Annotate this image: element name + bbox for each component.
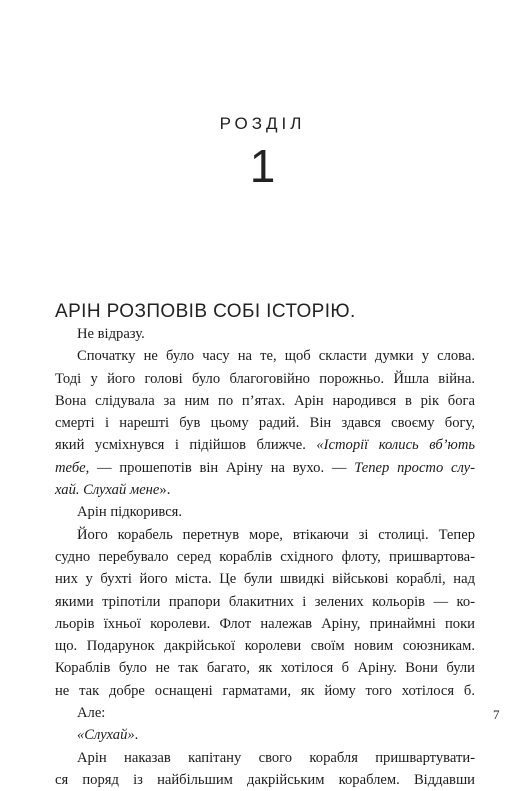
page-number: 7 — [493, 707, 500, 722]
text-line: хай. Слухай мене». — [55, 482, 171, 499]
text-line: них у бухті його міста. Це були швидкі військові кораблі, над — [55, 571, 475, 588]
text-line: що. Подарунок дакрійської королеви своїм новим союзникам. — [55, 638, 475, 655]
text-line: Арін наказав капітану свого корабля пришвартувати- — [77, 749, 475, 766]
text-line: ся поряд із найбільшим дакрійським кораблем. Віддавши — [55, 771, 475, 788]
text-line: якими тріпотіли прапори блакитних і зелених кольорів — ко- — [55, 593, 475, 610]
text-line: Тоді у його голові було благоговійно порожньо. Йшла війна. — [55, 370, 475, 387]
text-line: Кораблів було не так багато, як хотілося б Аріну. Вони були — [55, 660, 475, 677]
text-line: смерті і нарешті був цьому радий. Він здався своєму богу, — [55, 415, 475, 432]
text-line: Арін підкорився. — [77, 504, 183, 521]
chapter-number: 1 — [249, 140, 276, 192]
text-line: «Слухай». — [77, 727, 139, 744]
text-line: Його корабель перетнув море, втікаючи зі столиці. Тепер — [77, 526, 475, 543]
text-line: судно перебувало серед кораблів східного флоту, пришвартова- — [55, 548, 475, 565]
text-line: льорів їхньої королеви. Флот належав Аріну, принаймні поки — [55, 615, 475, 632]
chapter-label: РОЗДІЛ — [219, 114, 306, 133]
body-text — [55, 323, 475, 791]
text-line: Не відразу. — [77, 326, 145, 342]
text-line: Але: — [77, 705, 106, 722]
text-line: тебе, — прошепотів він Аріну на вухо. — Тепер просто слу- — [55, 459, 475, 476]
text-line: не так добре оснащені гарматами, як йому того хотілося б. — [55, 682, 475, 699]
text-line: Спочатку не було часу на те, щоб скласти думки у слова. — [77, 348, 475, 365]
opening-line: АРІН РОЗПОВІВ СОБІ ІСТОРІЮ. — [55, 301, 356, 322]
text-line: який усміхнувся і підійшов ближче. «Історії колись вб’ють — [55, 437, 476, 454]
text-line: Вона слідувала за ним по п’ятах. Арін народився в рік бога — [55, 392, 475, 409]
